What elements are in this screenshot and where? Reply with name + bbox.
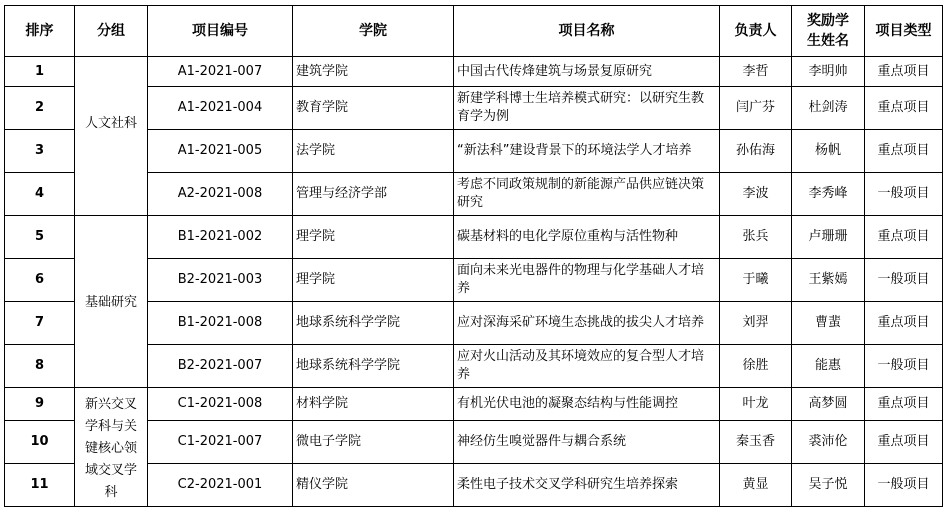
leader-cell: 孙佑海 [720,130,792,173]
project-type-cell: 一般项目 [865,345,943,388]
leader-cell: 叶龙 [720,388,792,421]
group-cell: 人文社科 [75,57,148,216]
project-code-cell: A1-2021-004 [148,87,293,130]
student-cell: 卢珊珊 [792,216,865,259]
leader-cell: 闫广芬 [720,87,792,130]
student-cell: 李秀峰 [792,173,865,216]
college-cell: 微电子学院 [293,421,454,464]
project-name-cell: 中国古代传烽建筑与场景复原研究 [454,57,720,87]
header-row [5,6,943,57]
rank-cell: 9 [5,388,75,421]
project-type-cell: 重点项目 [865,216,943,259]
college-cell: 建筑学院 [293,57,454,87]
rank-cell: 2 [5,87,75,130]
college-cell: 法学院 [293,130,454,173]
leader-cell: 于曦 [720,259,792,302]
rank-cell: 1 [5,57,75,87]
project-name-cell: 有机光伏电池的凝聚态结构与性能调控 [454,388,720,421]
project-name-cell: 应对深海采矿环境生态挑战的拔尖人才培养 [454,302,720,345]
leader-cell: 秦玉香 [720,421,792,464]
project-type-cell: 重点项目 [865,421,943,464]
project-type-cell: 重点项目 [865,57,943,87]
group-cell: 基础研究 [75,216,148,388]
student-cell: 杨帆 [792,130,865,173]
rank-cell: 8 [5,345,75,388]
header-college: 学院 [293,6,454,57]
project-code-cell: A1-2021-005 [148,130,293,173]
project-code-cell: A2-2021-008 [148,173,293,216]
project-name-cell: 神经仿生嗅觉器件与耦合系统 [454,421,720,464]
project-code-cell: C2-2021-001 [148,464,293,507]
leader-cell: 张兵 [720,216,792,259]
project-table [4,5,943,507]
project-name-cell: “新法科”建设背景下的环境法学人才培养 [454,130,720,173]
header-student: 奖励学生姓名 [792,6,865,57]
project-name-cell: 柔性电子技术交叉学科研究生培养探索 [454,464,720,507]
project-code-cell: A1-2021-007 [148,57,293,87]
project-name-cell: 面向未来光电器件的物理与化学基础人才培养 [454,259,720,302]
header-type: 项目类型 [865,6,943,57]
rank-cell: 6 [5,259,75,302]
student-cell: 裘沛伦 [792,421,865,464]
project-type-cell: 一般项目 [865,464,943,507]
college-cell: 地球系统科学学院 [293,302,454,345]
rank-cell: 10 [5,421,75,464]
table-row [5,57,943,87]
header-project-name: 项目名称 [454,6,720,57]
project-name-cell: 碳基材料的电化学原位重构与活性物种 [454,216,720,259]
project-type-cell: 一般项目 [865,259,943,302]
project-type-cell: 重点项目 [865,302,943,345]
header-leader: 负责人 [720,6,792,57]
project-code-cell: C1-2021-007 [148,421,293,464]
project-code-cell: B2-2021-003 [148,259,293,302]
group-cell: 新兴交叉学科与关键核心领域交叉学科 [75,388,148,507]
header-rank: 排序 [5,6,75,57]
student-cell: 王紫嫣 [792,259,865,302]
rank-cell: 11 [5,464,75,507]
student-cell: 杜剑涛 [792,87,865,130]
project-type-cell: 重点项目 [865,87,943,130]
student-cell: 能惠 [792,345,865,388]
project-name-cell: 应对火山活动及其环境效应的复合型人才培养 [454,345,720,388]
rank-cell: 4 [5,173,75,216]
leader-cell: 李波 [720,173,792,216]
rank-cell: 7 [5,302,75,345]
rank-cell: 3 [5,130,75,173]
header-group: 分组 [75,6,148,57]
student-cell: 高梦圆 [792,388,865,421]
student-cell: 吴子悦 [792,464,865,507]
table-row [5,388,943,421]
header-code: 项目编号 [148,6,293,57]
project-code-cell: B1-2021-008 [148,302,293,345]
table-row [5,216,943,259]
college-cell: 理学院 [293,259,454,302]
project-type-cell: 一般项目 [865,173,943,216]
leader-cell: 徐胜 [720,345,792,388]
student-cell: 李明帅 [792,57,865,87]
college-cell: 精仪学院 [293,464,454,507]
leader-cell: 李哲 [720,57,792,87]
college-cell: 地球系统科学学院 [293,345,454,388]
college-cell: 教育学院 [293,87,454,130]
rank-cell: 5 [5,216,75,259]
project-type-cell: 重点项目 [865,388,943,421]
college-cell: 理学院 [293,216,454,259]
student-cell: 曹蜚 [792,302,865,345]
project-code-cell: C1-2021-008 [148,388,293,421]
leader-cell: 刘羿 [720,302,792,345]
project-type-cell: 重点项目 [865,130,943,173]
college-cell: 管理与经济学部 [293,173,454,216]
project-code-cell: B1-2021-002 [148,216,293,259]
project-name-cell: 新建学科博士生培养模式研究：以研究生教育学为例 [454,87,720,130]
project-name-cell: 考虑不同政策规制的新能源产品供应链决策研究 [454,173,720,216]
college-cell: 材料学院 [293,388,454,421]
leader-cell: 黄显 [720,464,792,507]
project-code-cell: B2-2021-007 [148,345,293,388]
